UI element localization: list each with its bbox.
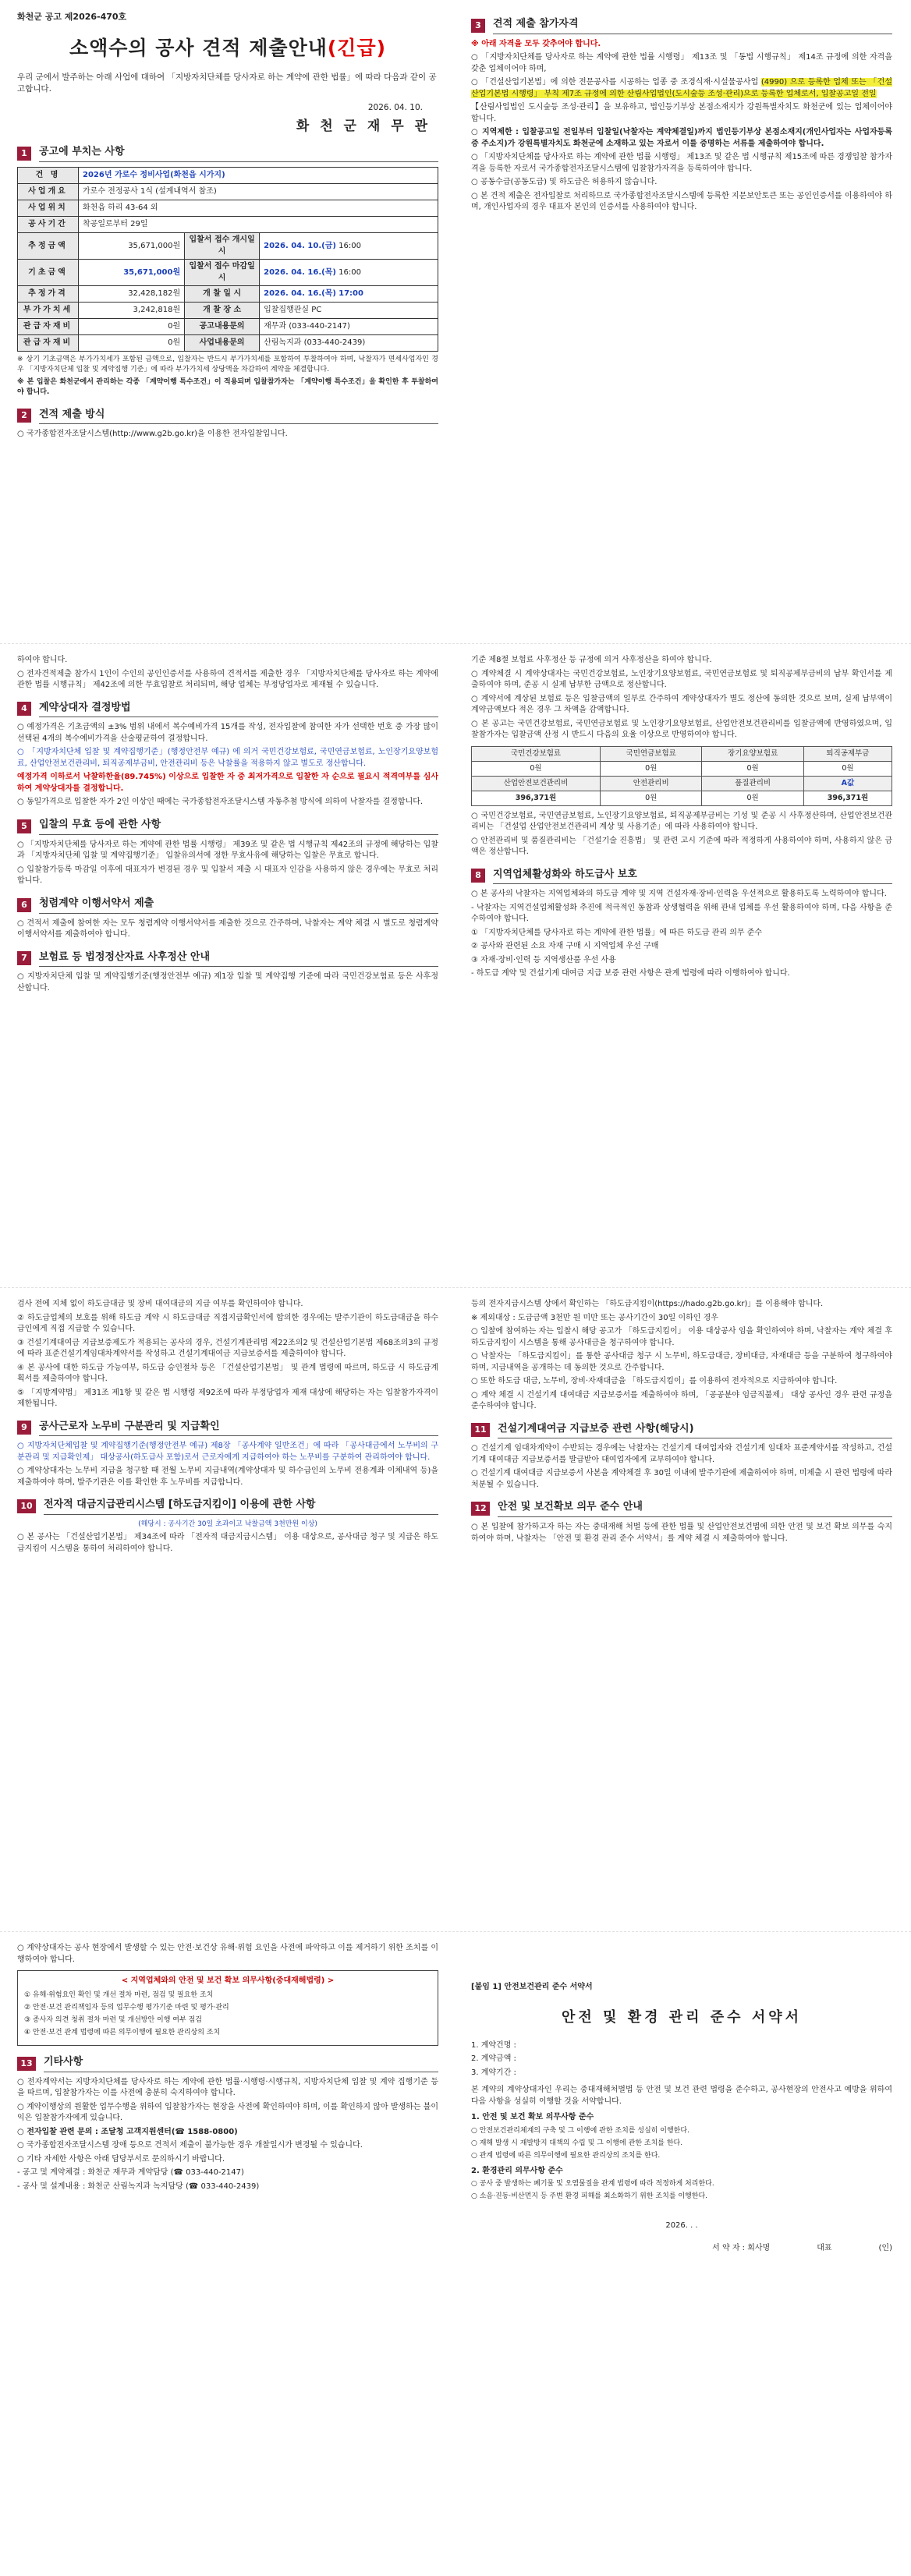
eligibility-item: ○ 「지방자치단체를 당사자로 하는 계약에 관한 법률 시행령」 제13조 및 같은 법 시행규칙 제15조에 따른 경쟁입찰 참가자격을 등록한 자로서 국가종합전자조달시스템에 입찰참가자격을 등록하여야 합니다. [471,153,892,173]
table-row: 부가가치세 3,242,818원 개 찰 장 소 입찰집행관실 PC [18,303,438,319]
section-3-header: 3 견적 제출 참가자격 [471,17,892,34]
section-12-header: 12 안전 및 보건확보 의무 준수 안내 [471,1500,892,1517]
vat-note: ※ 상기 기초금액은 부가가치세가 포함된 금액으로, 입찰자는 반드시 부가가치세를 포함하여 투찰하여야 하며, 낙찰자가 면세사업자인 경우 「지방자치단체 입찰 및 계약집행 기준」에 따라 부가가치세 상당액을 차감하여 계약을 체결합니다. [17,356,438,374]
page-2-left-column: 하여야 합니다. ○ 전자견적제출 참가시 1인이 수인의 공인인증서를 사용하여 견적서를 제출한 경우 「지방자치단체를 당사자로 하는 계약에 관한 법률 시행규칙」 제42조에 의한 무효입찰로 처리되며, 해당 업체는 부정당업자로 제재될 수 있습니다. 4 계약상대자 결정방법 ○ 예정가격은 기초금액의 ±3% 범위 내에서 복수예비가격 15개를 작성, 전자입찰에 참여한 자가 선택한 번호 중 가장 많이 선택된 4개의 복수예비가격을 산술평균하여 결정합니다. ○ 「지방자치단체 입찰 및 계약집행기준」(행정안전부 예규) 에 의거 국민건강보험료, 국민연금보험료, 노인장기요양보험료, 산업안전보건관리비, 퇴직공제부금비, 안전관리비 등은 낙찰률을 적용하지 않고 별도로 정산합니다. 예정가격 이하로서 낙찰하한율(89.745%) 이상으로 입찰한 자 중 최저가격으로 입찰한 자 순으로 필요시 적격여부를 심사하여 계약상대자를 결정합니다. ○ 동일가격으로 입찰한 자가 2인 이상인 때에는 국가종합전자조달시스템 자동추첨 방식에 의하여 낙찰자를 결정합니다. 5 입찰의 무효 등에 관한 사항 ○ 「지방자치단체를 당사자로 하는 계약에 관한 법률 시행령」 제39조 및 같은 법 시행규칙 제42조의 규정에 해당하는 입찰과 「지방자치단체 입찰 및 계약집행기준」 입찰유의서에 정한 무효사유에 해당하는 입찰은 무효로 합니다. ○ 입찰참가등록 마감일 이후에 대표자가 변경된 경우 및 입찰서 제출 시 대표자 인감을 사용하지 않은 경우에는 무효로 처리합니다. 6 청렴계약 이행서약서 제출 ○ 견적서 제출에 참여한 자는 모두 청렴계약 이행서약서를 제출한 것으로 간주하며, 낙찰자는 계약 체결 시 별도로 청렴계약 이행서약서를 제출하여야 합니다. 7 보험료 등 법정정산자료 사후정산 안내 ○ 지방자치단체 입찰 및 계약집행기준(행정안전부 예규) 제1장 입찰 및 계약집행 기준에 따라 국민건강보험료 등은 사후정산합니다. [17,656,438,993]
section-4-header: 4 계약상대자 결정방법 [17,701,438,718]
table-row: 사업개요 가로수 전정공사 1식 (설계내역서 참조) [18,184,438,200]
section-7-header: 7 보험료 등 법정정산자료 사후정산 안내 [17,950,438,968]
page-4 [0,1932,911,2576]
insurance-rate-table [471,746,892,806]
page-1 [0,0,911,644]
section-8-header: 8 지역업체활성화와 하도급사 보호 [471,868,892,885]
eligibility-item: 【산림사업법인 도시숲등 조성·관리】을 보유하고, 법인등기부상 본점소재지가 강원특별자치도 화천군에 있는 업체이어야 합니다. [471,103,892,123]
title-urgent-tag: (긴급) [327,36,387,59]
section-6-header: 6 청렴계약 이행서약서 제출 [17,897,438,914]
notice-date: 2026. 04. 10. [367,102,423,112]
pledge-title: 안전 및 환경 관리 준수 서약서 [562,2008,802,2026]
section-11-header: 11 건설기계대여금 지급보증 관련 사항(해당시) [471,1422,892,1439]
section-5-header: 5 입찰의 무효 등에 관한 사항 [17,818,438,835]
eligibility-item: ○ 공동수급(공동도급) 및 하도급은 허용하지 않습니다. [471,178,658,187]
page-4-right-column: [붙임 1] 안전보건관리 준수 서약서 안전 및 환경 관리 준수 서약서 1. 계약건명 : 2. 계약금액 : 3. 계약기간 : 본 계약의 계약상대자인 우리는 중대재해처벌법 등 안전 및 보건 관련 법령을 준수하고, 공사현장의 안전사고 예방을 위하여 다음 사항을 성실히 이행할 것을 서약합니다. 1. 안전 및 보건 확보 의무사항 준수 ○ 안전보건관리체계의 구축 및 그 이행에 관한 조치를 성실히 이행한다. ○ 재해 발생 시 재발방지 대책의 수립 및 그 이행에 관한 조치를 한다. ○ 관계 법령에 따른 의무이행에 필요한 관리상의 조치를 한다. 2. 환경관리 의무사항 준수 ○ 공사 중 발생하는 폐기물 및 오염물질을 관계 법령에 따라 적정하게 처리한다. ○ 소음·진동·비산먼지 등 주변 환경 피해를 최소화하기 위한 조치를 이행한다. 2026. . . 서 약 자 : 회사명 대표 (인) [471,1943,892,2568]
table-row: 추정금액 35,671,000원 입찰서 접수 개시일시 2026. 04. 10.(금) 16:00 [18,233,438,260]
notice-info-table [17,167,438,352]
form-tag: [붙임 1] 안전보건관리 준수 서약서 [471,1983,593,1991]
table-row: 사업위치 화천읍 하리 43-64 외 [18,200,438,217]
eligibility-item: ○ 「지방자치단체를 당사자로 하는 계약에 관한 법률 시행령」 제13조 및 「동법 시행규칙」 제14조 규정에 의한 자격을 갖춘 업체이어야 하며, [471,53,892,73]
page-3-right-column: 등의 전자지급시스템 상에서 확인하는 「하도급지킴이(https://hado.g2b.go.kr)」를 이용해야 합니다. ※ 제외대상 : 도급금액 3천만 원 미만 또는 공사기간이 30일 이하인 경우 ○ 입찰에 참여하는 자는 입찰시 해당 공고가 「하도급지킴이」 이용 대상공사 임을 확인하여야 하며, 낙찰자는 계약 체결 후 하도급지킴이 시스템을 통해 공사대금을 청구하여야 합니다. ○ 낙찰자는 「하도급지킴이」를 통한 공사대금 청구 시 노무비, 하도급대금, 장비대금, 자재대금 등을 구분하여 청구하여야 하며, 지급내역을 공개하는 데 동의한 것으로 간주합니다. ○ 또한 하도급 대금, 노무비, 장비·자재대금을 「하도급지킴이」를 이용하여 전자적으로 지급하여야 합니다. ○ 계약 체결 시 건설기계 대여대금 지급보증서를 제출하여야 하며, 「공공분야 임금직불제」 대상 공사인 경우 관련 규정을 준수하여야 합니다. 11 건설기계대여금 지급보증 관련 사항(해당시) ○ 건설기계 임대차계약이 수반되는 경우에는 낙찰자는 건설기계 대여업자와 건설기계 임대차 표준계약서를 작성하고, 건설기계 대여대금 지급보증서를 발급받아 대여업자에게 교부하여야 합니다. ○ 건설기계 대여대금 지급보증서 사본을 계약체결 후 30일 이내에 발주기관에 제출하여야 하며, 미제출 시 관련 법령에 따라 처분될 수 있습니다. 12 안전 및 보건확보 의무 준수 안내 ○ 본 입찰에 참가하고자 하는 자는 중대재해 처벌 등에 관한 법률 및 산업안전보건법에 의한 안전 및 보건 확보 의무를 숙지하여야 하며, 낙찰자는 「안전 및 환경 관리 준수 서약서」를 계약 체결 시 제출하여야 합니다. [471,1300,892,1543]
eligibility-item: ○ 「건설산업기본법」에 의한 전문공사를 시공하는 업종 중 조경식재·시설물공사업 (4990) 으로 등록한 업체 또는 「건설산업기본법 시행령」 부칙 제7조 규정에 의한 산림사업법인(도시숲등 조성·관리)으로 등록한 업체로서, 입찰공고일 전일 [471,78,892,98]
table-row: 공사기간 착공일로부터 29일 [18,217,438,233]
page-3 [0,1288,911,1932]
title-main: 소액수의 공사 견적 제출안내 [69,36,328,59]
page-3-left-column: 검사 전에 지체 없이 하도급대금 및 장비 대여대금의 지급 여부를 확인하여야 합니다. ② 하도급업체의 보호를 위해 하도급 계약 시 하도급대금 직접지급확인서에 합의한 경우에는 발주기관이 하도급대금을 하수급인에게 직접 지급할 수 있습니다. ③ 건설기계대여금 지급보증제도가 적용되는 공사의 경우, 건설기계관리법 제22조의2 및 건설산업기본법 제68조의3의 규정에 따라 표준건설기계임대차계약서를 작성하고 건설기계대여금 지급보증서를 제출하여야 합니다. ④ 본 공사에 대한 하도급 가능여부, 하도급 승인절차 등은 「건설산업기본법」 및 관계 법령에 따르며, 하도급 시 하도급계획서를 제출하여야 합니다. ⑤ 「지방계약법」 제31조 제1항 및 같은 법 시행령 제92조에 따라 부정당업자 제재 대상에 해당하는 자는 입찰참가자격이 제한됩니다. 9 공사근로자 노무비 구분관리 및 지급확인 ○ 지방자치단체입찰 및 계약집행기준(행정안전부 예규) 제8장 「공사계약 일반조건」에 따라 「공사대금에서 노무비의 구분관리 및 지급확인제」 대상공사(하도급사 포함)로서 근로자에게 지급하여야 하는 노무비를 구분하여 관리하여야 합니다. ○ 계약상대자는 노무비 지급을 청구할 때 전월 노무비 지급내역(계약상대자 및 하수급인의 노무비 전용계좌 이체내역 등)을 제출하여야 하며, 발주기관은 이를 확인한 후 노무비를 지급합니다. 10 전자적 대금지급관리시스템 [하도급지킴이] 이용에 관한 사항 (해당시 : 공사기간 30일 초과이고 낙찰금액 3천만원 이상) ○ 본 공사는 「건설산업기본법」 제34조에 따라 「전자적 대금지급시스템」 이용 대상으로, 공사대금 청구 및 지급은 하도급지킴이 시스템을 통하여 처리하여야 합니다. [17,1300,438,1553]
table-row: 0원 0원 0원 0원 [472,761,892,776]
page-1-left-column [17,11,438,635]
table-row: 국민건강보험료 국민연금보험료 장기요양보험료 퇴직공제부금 [472,746,892,761]
issuer: 화 천 군 재 무 관 [296,118,431,134]
document-title [17,34,438,62]
page-1-right-column [471,11,892,635]
form-field-label: 2. 계약금액 : [471,2054,516,2064]
notice-number: 화천군 공고 제2026-470호 [17,12,127,22]
table-row: 관급자재비 0원 공고내용문의 재무과 (033-440-2147) [18,319,438,335]
page-4-left-column: ○ 계약상대자는 공사 현장에서 발생할 수 있는 안전·보건상 유해·위험 요인을 사전에 파악하고 이를 제거하기 위한 조치를 이행하여야 합니다. < 지역업체와의 안전 및 보건 확보 의무사항(중대재해법령) > ① 유해·위험요인 확인 및 개선 절차 마련, 점검 및 필요한 조치 ② 안전·보건 관리책임자 등의 업무수행 평가기준 마련 및 평가·관리 ③ 종사자 의견 청취 절차 마련 및 개선방안 이행 여부 점검 ④ 안전·보건 관계 법령에 따른 의무이행에 필요한 관리상의 조치 13 기타사항 ○ 전자계약서는 지방자치단체를 당사자로 하는 계약에 관한 법률·시행령·시행규칙, 지방자치단체 입찰 및 계약 집행기준 등을 따르며, 입찰참가자는 이를 사전에 충분히 숙지하여야 합니다. ○ 계약이행상의 원활한 업무수행을 위하여 입찰참가자는 현장을 사전에 확인하여야 하며, 이를 확인하지 않아 발생하는 불이익은 입찰참가자에게 있습니다. ○ 전자입찰 관련 문의 : 조달청 고객지원센터(☎ 1588-0800) ○ 국가종합전자조달시스템 장애 등으로 견적서 제출이 불가능한 경우 개찰일시가 변경될 수 있습니다. ○ 기타 자세한 사항은 아래 담당부서로 문의하시기 바랍니다. - 공고 및 계약체결 : 화천군 재무과 계약담당 (☎ 033-440-2147) - 공사 및 설계내용 : 화천군 산림녹지과 녹지담당 (☎ 033-440-2439) [17,1944,438,2191]
signature-line: 서 약 자 : 회사명 대표 (인) [712,2243,892,2252]
page-2 [0,644,911,1288]
table-row: 추정가격 32,428,182원 개 찰 일 시 2026. 04. 16.(목) 17:00 [18,286,438,303]
section-1-header [17,145,438,162]
intro-text: 우리 군에서 발주하는 아래 사업에 대하여 「지방자치단체를 당사자로 하는 계약에 관한 법률」에 따라 다음과 같이 공고합니다. [17,73,437,94]
special-terms-note: ※ 본 입찰은 화천군에서 관리하는 각종 「계약이행 특수조건」이 적용되며 입찰참가자는 「계약이행 특수조건」을 확인한 후 투찰하여야 합니다. [17,378,438,397]
section-13-header: 13 기타사항 [17,2055,438,2072]
eligibility-warning: ※ 아래 자격을 모두 갖추어야 합니다. [471,39,601,48]
pledge-date: 2026. . . [665,2221,698,2231]
table-row: 기초금액 35,671,000원 입찰서 접수 마감일시 2026. 04. 16.(목) 16:00 [18,260,438,286]
eligibility-item: ○ 지역제한 : 입찰공고일 전일부터 입찰일(낙찰자는 계약체결일)까지 법인등기부상 본점소재지(개인사업자는 사업자등록증 주소지)가 강원특별자치도 화천군에 소재하고 있는 자로서 이를 증명하는 서류를 제출하여야 합니다. [471,128,892,148]
table-row: 396,371원 0원 0원 396,371원 [472,791,892,805]
form-field-label: 1. 계약건명 : [471,2040,516,2050]
lower-limit-rate-text: 예정가격 이하로서 낙찰하한율(89.745%) 이상으로 입찰한 자 중 최저가격으로 입찰한 자 순으로 필요시 적격여부를 심사하여 계약상대자를 결정합니다. [17,773,438,793]
section-10-header: 10 전자적 대금지급관리시스템 [하도급지킴이] 이용에 관한 사항 [17,1498,438,1515]
table-row: 건 명 2026년 가로수 정비사업(화천읍 시가지) [18,168,438,184]
table-row: 산업안전보건관리비 안전관리비 품질관리비 A값 [472,776,892,791]
section-9-header: 9 공사근로자 노무비 구분관리 및 지급확인 [17,1420,438,1437]
bid-method-text: ○ 국가종합전자조달시스템(http://www.g2b.go.kr)을 이용한 전자입찰입니다. [17,430,288,439]
section-title: 공고에 부치는 사항 [39,145,438,162]
safety-duties-box: < 지역업체와의 안전 및 보건 확보 의무사항(중대재해법령) > ① 유해·위험요인 확인 및 개선 절차 마련, 점검 및 필요한 조치 ② 안전·보건 관리책임자 등의 업무수행 평가기준 마련 및 평가·관리 ③ 종사자 의견 청취 절차 마련 및 개선방안 이행 여부 점검 ④ 안전·보건 관계 법령에 따른 의무이행에 필요한 관리상의 조치 [17,1970,438,2046]
eligibility-item: ○ 본 견적 제출은 전자입찰로 처리하므로 국가종합전자조달시스템에 등록한 지문보안토큰 또는 공인인증서를 이용하여야 하며, 개인사업자의 경우 대표자 본인의 인증서를 사용하여야 합니다. [471,191,892,212]
form-field-label: 3. 계약기간 : [471,2068,516,2077]
section-2-header: 2 견적 제출 방식 [17,408,438,425]
table-row: 관급자재비 0원 사업내용문의 산림녹지과 (033-440-2439) [18,335,438,352]
section-number: 1 [17,147,31,161]
page-2-right-column: 기준 제8절 보험료 사후정산 등 규정에 의거 사후정산을 하여야 합니다. ○ 계약체결 시 계약상대자는 국민건강보험료, 노인장기요양보험료, 국민연금보험료 및 퇴직공제부금비의 납부 확인서를 제출하여야 하며, 준공 시 실제 납부한 금액으로 정산합니다. ○ 계약서에 계상된 보험료 등은 입찰금액의 일부로 간주하여 계약상대자가 별도 정산에 동의한 것으로 보며, 실제 납부액이 계약금액보다 적은 경우 그 차액을 감액합니다. ○ 본 공고는 국민건강보험료, 국민연금보험료 및 노인장기요양보험료, 산업안전보건관리비를 입찰금액에 반영하였으며, 입찰참가자는 입찰금액 산정 시 반드시 다음의 요율 이상으로 반영하여야 합니다. 국민건강보험료 국민연금보험료 장기요양보험료 퇴직공제부금 0원 0원 0원 0원 산업안전보건관리비 안전관리비 품질관리비 A값 396,371원 0원 0원 396,371원 ○ 국민건강보험료, 국민연금보험료, 노인장기요양보험료, 퇴직공제부금비는 기성 및 준공 시 사후정산하며, 산업안전보건관리비는 「건설업 산업안전보건관리비 계상 및 사용기준」에 따라 사용하여야 합니다. ○ 안전관리비 및 품질관리비는 「건설기술 진흥법」 및 관련 고시 기준에 따라 적정하게 사용하여야 하며, 사용하지 않은 금액은 정산합니다. 8 지역업체활성화와 하도급사 보호 ○ 본 공사의 낙찰자는 지역업체와의 하도급 계약 및 지역 건설자재·장비·인력을 우선적으로 활용하도록 노력하여야 합니다. - 낙찰자는 지역건설업체활성화 추진에 적극적인 동참과 상생협력을 위해 관내 업체를 우선 활용하여야 하며, 다음 사항을 준수하여야 합니다. ① 「지방자치단체를 당사자로 하는 계약에 관한 법률」에 따른 하도급 관리 의무 준수 ② 공사와 관련된 소요 자재 구매 시 지역업체 우선 구매 ③ 자재·장비·인력 등 지역생산품 우선 사용 - 하도급 계약 및 건설기계 대여금 지급 보증 관련 사항은 관계 법령에 따라 이행하여야 합니다. [471,656,892,978]
